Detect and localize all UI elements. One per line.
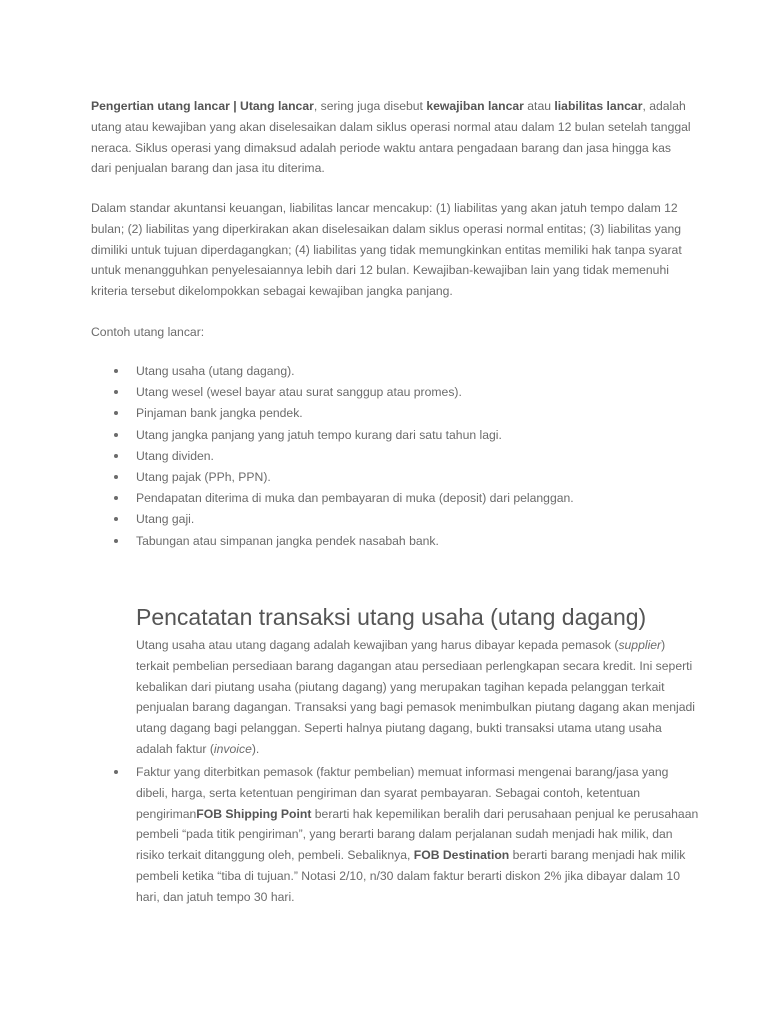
- bullet-text-3: berarti barang menjadi hak milik pembeli ketika “tiba di tujuan.” Notasi 2/10, n/30 dalam faktur berarti diskon 2% jika dibayar dalam 10 hari, dan jatuh tempo 30 hari.: [136, 848, 686, 904]
- bullet-text-2: berarti hak kepemilikan beralih dari perusahaan penjual ke perusahaan pembeli “pada titik pengiriman”, yang berarti barang dalam perjalanan sudah menjadi hak milik, dan risiko terkait ditanggung oleh, pembeli. Sebaliknya,: [136, 806, 699, 863]
- term-separator: |: [229, 99, 241, 113]
- list-item: Utang dividen.: [91, 446, 691, 467]
- intro-text-1: , sering juga disebut: [313, 99, 427, 113]
- list-item: Tabungan atau simpanan jangka pendek nasabah bank.: [91, 531, 691, 552]
- standards-paragraph: Dalam standar akuntansi keuangan, liabilitas lancar mencakup: (1) liabilitas yang akan jatuh tempo dalam 12 bulan; (2) liabilitas yang diperkirakan akan diselesaikan dalam siklus operasi normal entitas; (3) liabilitas yang dimiliki untuk tujuan diperdagangkan; (4) liabilitas yang tidak memungkinkan entitas memiliki hak tanpa syarat untuk menangguhkan penyelesaiannya lebih dari 12 bulan. Kewajiban-kewajiban lain yang tidak memenuhi kriteria tersebut dikelompokkan sebagai kewajiban jangka panjang.: [91, 201, 682, 299]
- term-liabilitas-lancar: liabilitas lancar: [554, 99, 643, 113]
- list-item: Utang wesel (wesel bayar atau surat sanggup atau promes).: [91, 382, 691, 403]
- section-text-1: Utang usaha atau utang dagang adalah kewajiban yang harus dibayar kepada pemasok (: [136, 638, 619, 652]
- examples-intro: Contoh utang lancar:: [91, 325, 205, 339]
- term-invoice: invoice: [213, 741, 252, 756]
- intro-paragraph: [91, 96, 691, 179]
- list-item: Utang gaji.: [91, 509, 691, 530]
- section-text-3: ).: [251, 741, 260, 756]
- examples-list: [91, 361, 691, 552]
- list-item: Pinjaman bank jangka pendek.: [91, 403, 691, 424]
- term-kewajiban-lancar: kewajiban lancar: [426, 99, 524, 113]
- list-item: Utang usaha (utang dagang).: [91, 361, 691, 382]
- intro-text-3: , adalah utang atau kewajiban yang akan diselesaikan dalam siklus operasi normal atau dalam 12 bulan setelah tanggal neraca. Siklus operasi yang dimaksud adalah periode waktu antara pengadaan barang dan jasa hingga kas dari penjualan barang dan jasa itu diterima.: [91, 99, 691, 176]
- term-supplier: supplier: [618, 638, 662, 652]
- term-fob-shipping-point: FOB Shipping Point: [196, 806, 312, 821]
- term-fob-destination: FOB Destination: [413, 848, 510, 863]
- list-item: Utang pajak (PPh, PPN).: [91, 467, 691, 488]
- term-pengertian: Pengertian utang lancar: [91, 99, 230, 113]
- list-item: Pendapatan diterima di muka dan pembayaran di muka (deposit) dari pelanggan.: [91, 488, 691, 509]
- section-text-2: ) terkait pembelian persediaan barang dagangan atau persediaan perlengkapan secara kredit. Ini seperti kebalikan dari piutang usaha (piutang dagang) yang merupakan tagihan kepada pelanggan terkait penjualan barang dagangan. Transaksi yang bagi pemasok menimbulkan piutang dagang akan menjadi utang dagang bagi pelanggan. Seperti halnya piutang dagang, bukti transaksi utama utang usaha adalah faktur (: [136, 638, 695, 756]
- term-utang-lancar: Utang lancar: [240, 99, 314, 113]
- invoice-list: [91, 762, 701, 908]
- list-item: Utang jangka panjang yang jatuh tempo kurang dari satu tahun lagi.: [91, 425, 691, 446]
- bullet-text-1: Faktur yang diterbitkan pemasok (faktur pembelian) memuat informasi mengenai barang/jasa yang dibeli, harga, serta ketentuan pengiriman dan syarat pembayaran. Sebagai contoh, ketentuan pengiriman: [136, 765, 669, 821]
- section-paragraph: [136, 635, 696, 760]
- list-item: [91, 762, 701, 908]
- section-heading: Pencatatan transaksi utang usaha (utang dagang): [136, 604, 647, 630]
- intro-text-2: atau: [523, 99, 555, 113]
